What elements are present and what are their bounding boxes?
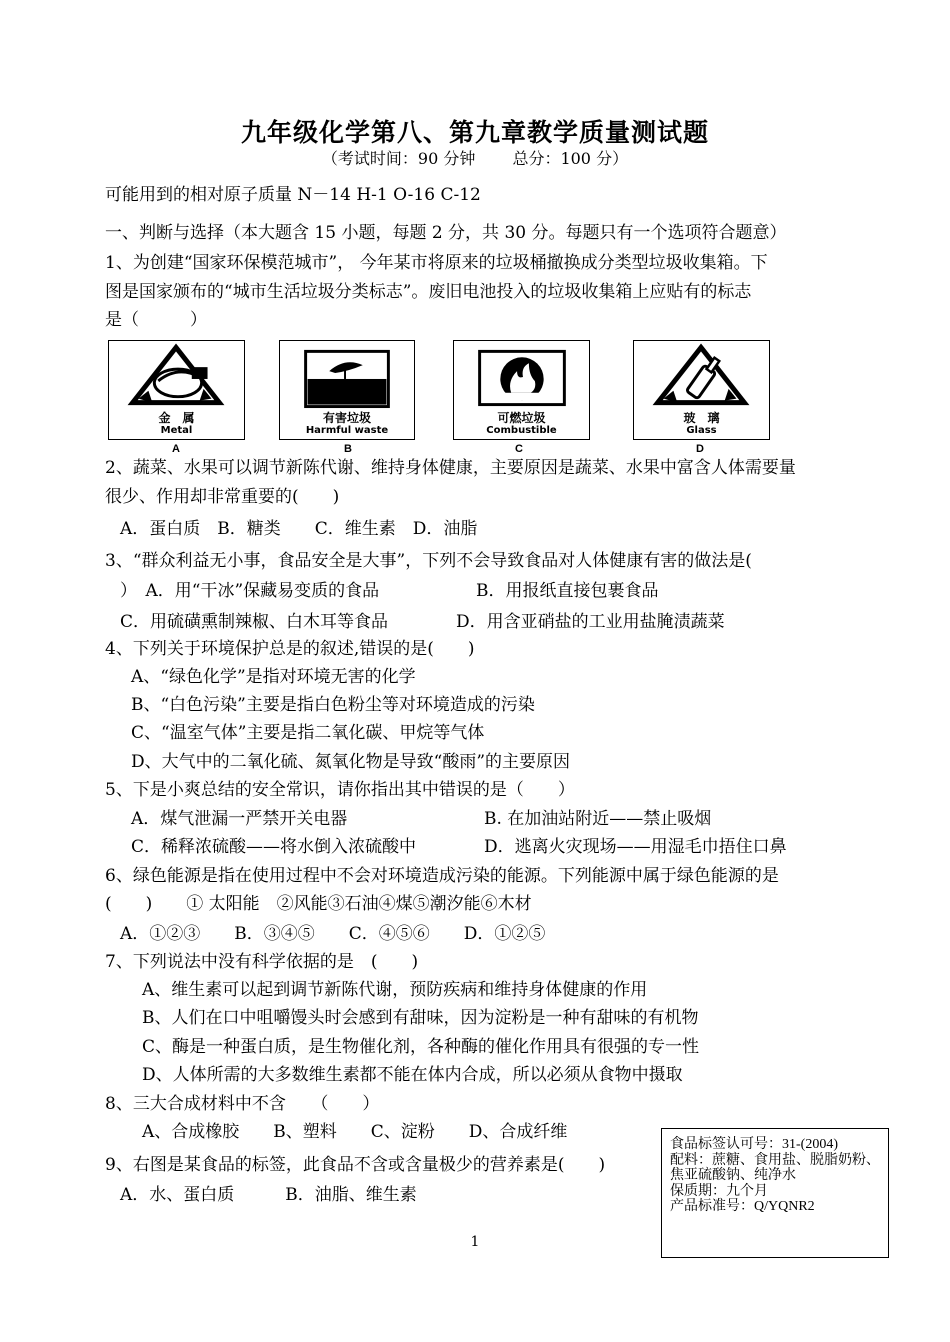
q2-options: A．蛋白质 B．糖类 C．维生素 D．油脂	[120, 519, 478, 539]
section-heading: 一、判断与选择（本大题含 15 小题，每题 2 分，共 30 分。每题只有一个选项符合题意）	[105, 223, 787, 243]
option-letter: B	[344, 443, 352, 455]
q3-option-a: ） A．用“干冰”保藏易变质的食品	[120, 581, 380, 601]
page-title: 九年级化学第八、第九章教学质量测试题	[240, 118, 709, 147]
q5-stem: 5、下是小爽总结的安全常识，请你指出其中错误的是（ ）	[105, 780, 575, 800]
q1-line: 是（ ）	[105, 310, 207, 330]
q5-option-c: C．稀释浓硫酸——将水倒入浓硫酸中	[131, 837, 417, 857]
q9-stem: 9、右图是某食品的标签，此食品不含或含量极少的营养素是( )	[105, 1155, 606, 1175]
q7-option: B、人们在口中咀嚼馒头时会感到有甜味，因为淀粉是一种有甜味的有机物	[142, 1008, 699, 1028]
q3-stem: 3、“群众利益无小事，食品安全是大事”，下列不会导致食品对人体健康有害的做法是(	[105, 551, 752, 571]
symbol-label-cn: 可燃垃圾	[497, 411, 546, 425]
q1-line: 图是国家颁布的“城市生活垃圾分类标志”。废旧电池投入的垃圾收集箱上应贴有的标志	[105, 282, 752, 302]
q3-option-c: C．用硫磺熏制辣椒、白木耳等食品	[120, 612, 389, 632]
q2-line: 很少、作用却非常重要的( )	[105, 487, 340, 507]
q1-line: 1、为创建“国家环保模范城市”， 今年某市将原来的垃圾桶撤换成分类型垃圾收集箱。下	[105, 253, 768, 273]
harmful-waste-icon	[280, 341, 414, 413]
q2-line: 2、蔬菜、水果可以调节新陈代谢、维持身体健康，主要原因是蔬菜、水果中富含人体需要量	[105, 458, 796, 478]
q4-option: D、大气中的二氧化硫、氮氧化物是导致“酸雨”的主要原因	[131, 752, 571, 772]
food-label-ingredients: 配料：蔗糖、食用盐、脱脂奶粉、焦亚硫酸钠、纯净水	[670, 1152, 880, 1183]
q7-option: D、人体所需的大多数维生素都不能在体内合成，所以必须从食物中摄取	[142, 1065, 683, 1085]
q6-stem-cont: ( ) ① 太阳能 ②风能③石油④煤⑤潮汐能⑥木材	[105, 894, 532, 914]
q3-option-b: B．用报纸直接包裹食品	[476, 581, 659, 601]
q8-stem: 8、三大合成材料中不含 （ ）	[105, 1094, 380, 1114]
q4-option: A、“绿色化学”是指对环境无害的化学	[131, 667, 416, 687]
q8-options: A、合成橡胶 B、塑料 C、淀粉 D、合成纤维	[142, 1122, 568, 1142]
symbol-label-en: Harmful waste	[305, 425, 389, 436]
exam-info: （考试时间：90 分钟 总分：100 分）	[321, 149, 629, 168]
q5-option-d: D．逃离火灾现场——用湿毛巾捂住口鼻	[484, 837, 787, 857]
symbol-label-cn: 玻 璃	[683, 411, 720, 425]
metal-recycle-icon	[109, 341, 244, 413]
page-number: 1	[470, 1234, 480, 1250]
q4-option: B、“白色污染”主要是指白色粉尘等对环境造成的污染	[131, 695, 535, 715]
symbol-label-cn: 有害垃圾	[322, 411, 371, 425]
symbol-label-cn: 金 属	[158, 411, 195, 425]
food-label-standard: 产品标准号：Q/YQNR2	[670, 1199, 815, 1214]
q9-options: A．水、蛋白质 B．油脂、维生素	[120, 1185, 417, 1205]
q4-option: C、“温室气体”主要是指二氧化碳、甲烷等气体	[131, 723, 485, 743]
symbol-label-en: Glass	[686, 425, 717, 436]
q3-option-d: D．用含亚硝盐的工业用盐腌渍蔬菜	[456, 612, 725, 632]
symbol-glass	[633, 340, 770, 440]
food-label-shelf-life: 保质期：九个月	[670, 1183, 768, 1199]
option-letter: D	[696, 443, 704, 455]
q5-option-b: B. 在加油站附近——禁止吸烟	[484, 809, 712, 829]
combustible-icon	[454, 341, 589, 413]
option-letter: A	[172, 443, 180, 455]
q5-option-a: A．煤气泄漏一严禁开关电器	[131, 809, 348, 829]
q7-stem: 7、下列说法中没有科学依据的是 ( )	[105, 952, 419, 972]
glass-recycle-icon	[634, 341, 769, 413]
symbol-metal	[108, 340, 245, 440]
symbol-combustible	[453, 340, 590, 440]
q6-options: A．①②③ B．③④⑤ C．④⑤⑥ D．①②⑤	[120, 924, 546, 944]
q6-stem: 6、绿色能源是指在使用过程中不会对环境造成污染的能源。下列能源中属于绿色能源的是	[105, 866, 779, 886]
q7-option: A、维生素可以起到调节新陈代谢，预防疾病和维持身体健康的作用	[142, 980, 648, 1000]
symbol-label-en: Metal	[160, 425, 193, 436]
q4-stem: 4、下列关于环境保护总是的叙述,错误的是( )	[105, 639, 475, 659]
option-letter: C	[515, 443, 523, 455]
atomic-masses: 可能用到的相对原子质量 N－14 H-1 O-16 C-12	[105, 185, 481, 205]
symbol-harmful	[279, 340, 415, 440]
food-label-license: 食品标签认可号：31-(2004)	[670, 1137, 838, 1152]
q7-option: C、酶是一种蛋白质，是生物催化剂，各种酶的催化作用具有很强的专一性	[142, 1037, 700, 1057]
symbol-label-en: Combustible	[486, 425, 557, 436]
